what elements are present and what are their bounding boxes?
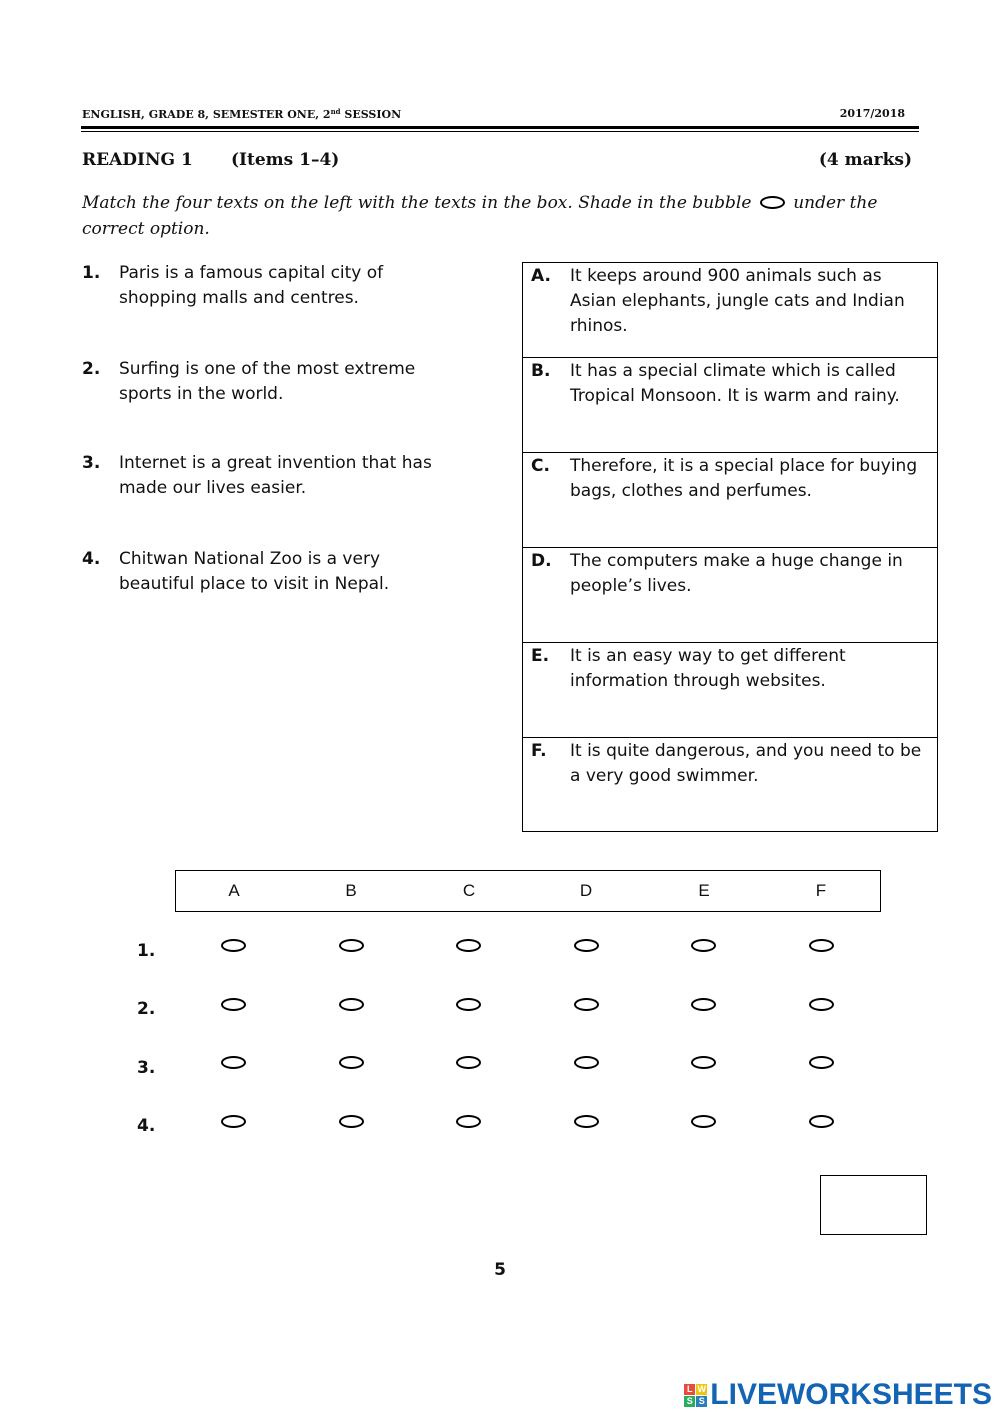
answer-bubble-4e[interactable] — [691, 1115, 716, 1128]
header-rule-thick — [81, 126, 919, 129]
liveworksheets-brand — [684, 1378, 992, 1412]
answer-bubble-1e[interactable] — [691, 939, 716, 952]
option-row-d — [523, 548, 937, 643]
option-row-e — [523, 643, 937, 738]
option-text: The computers make a huge change in people’s lives. — [570, 551, 903, 596]
answer-bubble-3d[interactable] — [574, 1056, 599, 1069]
question-number: 3. — [82, 453, 101, 473]
question-text: Internet is a great invention that has made our lives easier. — [119, 453, 432, 498]
options-box — [522, 262, 938, 832]
answer-bubble-3b[interactable] — [339, 1056, 364, 1069]
option-text: Therefore, it is a special place for buying bags, clothes and perfumes. — [570, 456, 918, 501]
question-item — [82, 547, 482, 597]
answer-bubble-1f[interactable] — [809, 939, 834, 952]
answer-bubble-4a[interactable] — [221, 1115, 246, 1128]
option-text: It keeps around 900 animals such as Asian elephants, jungle cats and Indian rhinos. — [570, 266, 905, 336]
score-box — [820, 1175, 927, 1235]
answer-bubble-3c[interactable] — [456, 1056, 481, 1069]
grid-column-label: F — [815, 881, 827, 900]
option-row-a — [523, 263, 937, 358]
question-text: Surfing is one of the most extreme sports in the world. — [119, 359, 416, 404]
option-row-b — [523, 358, 937, 453]
answer-bubble-3f[interactable] — [809, 1056, 834, 1069]
option-letter: F. — [531, 741, 547, 761]
answer-bubble-1d[interactable] — [574, 939, 599, 952]
answer-bubble-4f[interactable] — [809, 1115, 834, 1128]
option-letter: B. — [531, 361, 551, 381]
section-title: READING 1 — [82, 150, 193, 170]
header-rule-thin — [81, 131, 919, 132]
answer-bubble-2d[interactable] — [574, 998, 599, 1011]
option-text: It is an easy way to get different information through websites. — [570, 646, 846, 691]
grid-row-label: 1. — [137, 941, 156, 961]
answer-bubble-3e[interactable] — [691, 1056, 716, 1069]
option-letter: D. — [531, 551, 552, 571]
question-number: 1. — [82, 263, 101, 283]
grid-column-label: C — [462, 881, 476, 900]
option-letter: C. — [531, 456, 550, 476]
grid-column-label: B — [345, 881, 357, 900]
grid-row-label: 2. — [137, 999, 156, 1019]
answer-bubble-4c[interactable] — [456, 1115, 481, 1128]
question-item — [82, 261, 482, 311]
grid-column-label: D — [579, 881, 593, 900]
instructions: Match the four texts on the left with the texts in the box. Shade in the bubble under the correct option. — [82, 193, 878, 239]
option-letter: A. — [531, 266, 551, 286]
option-letter: E. — [531, 646, 550, 666]
brand-name: LIVEWORKSHEETS — [710, 1378, 992, 1411]
grid-row-label: 3. — [137, 1058, 156, 1078]
answer-bubble-1b[interactable] — [339, 939, 364, 952]
option-row-c — [523, 453, 937, 548]
answer-bubble-3a[interactable] — [221, 1056, 246, 1069]
question-item — [82, 357, 482, 407]
liveworksheets-logo-icon: L W S S — [684, 1384, 707, 1407]
answer-bubble-2e[interactable] — [691, 998, 716, 1011]
answer-bubble-2a[interactable] — [221, 998, 246, 1011]
answer-bubble-2f[interactable] — [809, 998, 834, 1011]
option-text: It is quite dangerous, and you need to be a very good swimmer. — [570, 741, 922, 786]
option-text: It has a special climate which is called Tropical Monsoon. It is warm and rainy. — [570, 361, 900, 406]
question-text: Paris is a famous capital city of shopping malls and centres. — [119, 263, 384, 308]
answer-bubble-1c[interactable] — [456, 939, 481, 952]
answer-bubble-4b[interactable] — [339, 1115, 364, 1128]
page-number: 5 — [494, 1260, 506, 1280]
option-row-f — [523, 738, 937, 831]
answer-bubble-2b[interactable] — [339, 998, 364, 1011]
grid-column-label: E — [698, 881, 710, 900]
answer-bubble-1a[interactable] — [221, 939, 246, 952]
header-course: ENGLISH, GRADE 8, SEMESTER ONE, 2nd SESSION — [82, 107, 402, 121]
section-marks: (4 marks) — [818, 150, 912, 170]
section-items-range: (Items 1–4) — [231, 150, 340, 170]
answer-grid-header — [175, 870, 881, 912]
question-number: 4. — [82, 549, 101, 569]
answer-bubble-4d[interactable] — [574, 1115, 599, 1128]
bubble-example-icon — [760, 196, 785, 209]
question-item — [82, 451, 482, 501]
header-year: 2017/2018 — [839, 107, 905, 120]
answer-bubble-2c[interactable] — [456, 998, 481, 1011]
grid-column-label: A — [228, 881, 240, 900]
grid-row-label: 4. — [137, 1116, 156, 1136]
question-text: Chitwan National Zoo is a very beautiful place to visit in Nepal. — [119, 549, 390, 594]
question-number: 2. — [82, 359, 101, 379]
